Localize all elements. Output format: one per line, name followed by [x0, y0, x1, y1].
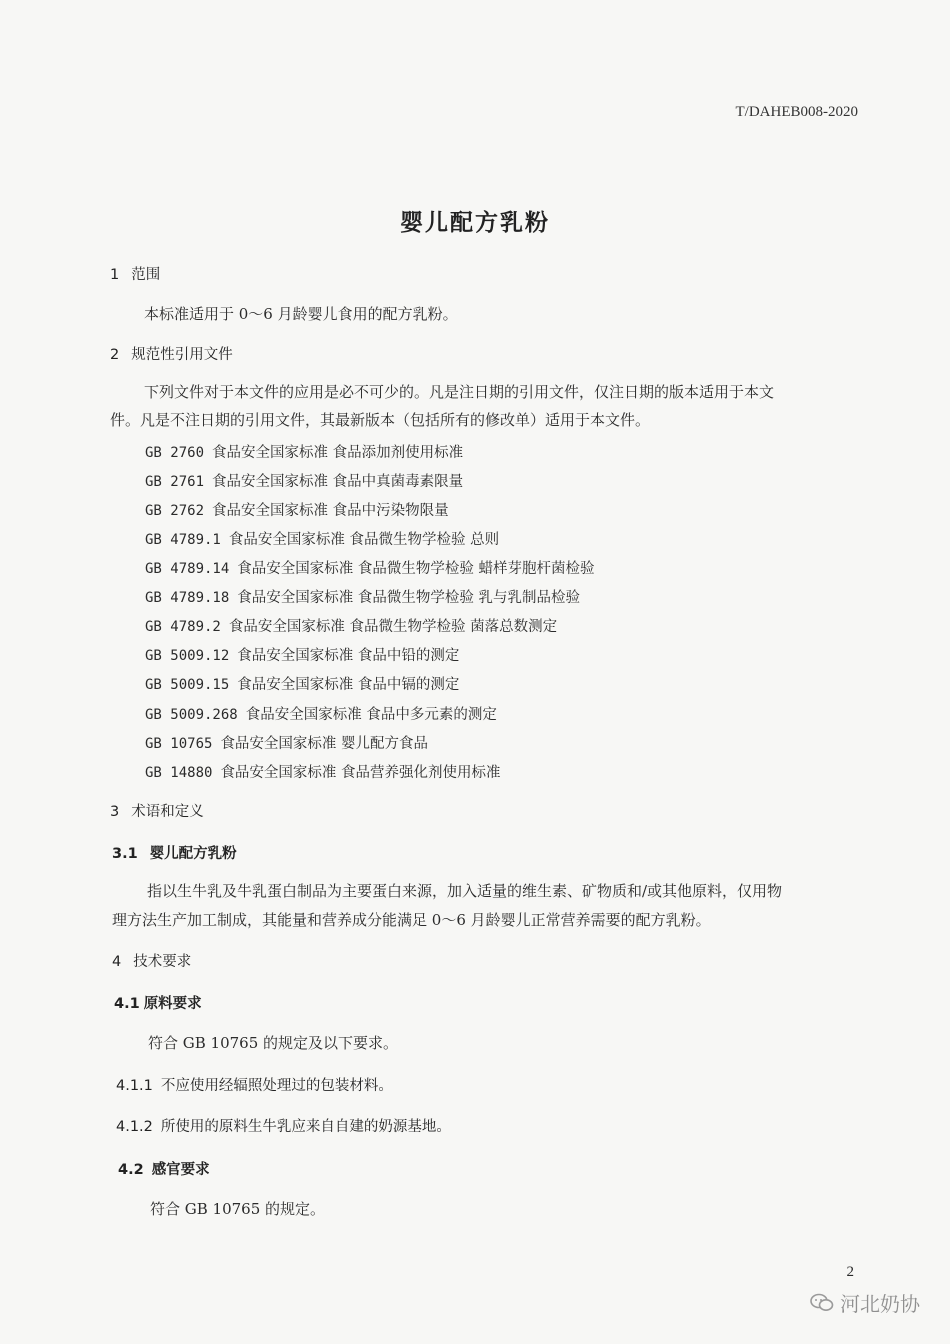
- section-4-2-body: 符合 GB 10765 的规定。: [150, 1200, 326, 1218]
- reference-item: [145, 586, 580, 607]
- section-3-1-heading: [112, 842, 237, 863]
- section-4-heading: [112, 950, 191, 971]
- wechat-watermark: [810, 1288, 920, 1317]
- reference-code: GB 5009.15: [145, 677, 230, 693]
- definition-line-1: 指以生牛乳及牛乳蛋白制品为主要蛋白来源，加入适量的维生素、矿物质和/或其他原料，仅用物: [147, 882, 783, 900]
- reference-code: GB 14880: [145, 765, 213, 781]
- reference-title: 食品安全国家标准 食品中多元素的测定: [245, 707, 497, 723]
- reference-title: 食品安全国家标准 食品中污染物限量: [212, 503, 449, 519]
- reference-item: [145, 732, 428, 753]
- reference-item: [145, 499, 449, 520]
- reference-item: [145, 470, 463, 491]
- section-title: 感官要求: [151, 1162, 210, 1178]
- section-title: 范围: [131, 267, 161, 283]
- section-number: 3.1: [112, 846, 138, 862]
- section-number: 4.1: [114, 996, 140, 1012]
- section-title: 术语和定义: [131, 804, 204, 820]
- reference-code: GB 4789.2: [145, 619, 221, 635]
- reference-item: [145, 528, 499, 549]
- clause-text: 所使用的原料生牛乳应来自自建的奶源基地。: [160, 1119, 451, 1135]
- reference-title: 食品安全国家标准 食品微生物学检验 蜡样芽胞杆菌检验: [237, 561, 595, 577]
- reference-title: 食品安全国家标准 婴儿配方食品: [220, 736, 429, 752]
- reference-code: GB 4789.1: [145, 532, 221, 548]
- clause-4-1-1: [116, 1074, 393, 1095]
- reference-item: [145, 703, 497, 724]
- reference-code: GB 10765: [145, 736, 213, 752]
- section-4-1-body: 符合 GB 10765 的规定及以下要求。: [148, 1034, 399, 1052]
- reference-item: [145, 557, 595, 578]
- clause-number: 4.1.2: [116, 1119, 153, 1135]
- section-title: 原料要求: [143, 996, 202, 1012]
- reference-title: 食品安全国家标准 食品中铅的测定: [237, 648, 460, 664]
- reference-code: GB 5009.12: [145, 648, 230, 664]
- reference-item: [145, 441, 463, 462]
- wechat-icon: [810, 1293, 834, 1313]
- section-number: 2: [110, 347, 120, 363]
- reference-code: GB 4789.18: [145, 590, 230, 606]
- reference-title: 食品安全国家标准 食品微生物学检验 总则: [228, 532, 500, 548]
- reference-item: [145, 644, 459, 665]
- reference-item: [145, 615, 557, 636]
- reference-item: [145, 673, 459, 694]
- section-number: 3: [110, 804, 120, 820]
- reference-title: 食品安全国家标准 食品中镉的测定: [237, 677, 460, 693]
- reference-item: [145, 761, 501, 782]
- section-2-heading: [110, 343, 233, 364]
- clause-4-1-2: [116, 1115, 451, 1136]
- reference-code: GB 5009.268: [145, 707, 238, 723]
- watermark-text: 河北奶协: [840, 1292, 920, 1316]
- reference-code: GB 2760: [145, 445, 205, 461]
- reference-code: GB 2761: [145, 474, 205, 490]
- clause-text: 不应使用经辐照处理过的包装材料。: [160, 1078, 393, 1094]
- section-1-heading: [110, 263, 160, 284]
- section-3-heading: [110, 800, 204, 821]
- reference-title: 食品安全国家标准 食品中真菌毒素限量: [212, 474, 464, 490]
- document-code: T/DAHEB008-2020: [735, 104, 858, 120]
- section-number: 1: [110, 267, 120, 283]
- reference-title: 食品安全国家标准 食品微生物学检验 乳与乳制品检验: [237, 590, 581, 606]
- reference-code: GB 4789.14: [145, 561, 230, 577]
- reference-title: 食品安全国家标准 食品添加剂使用标准: [212, 445, 464, 461]
- section-number: 4.2: [118, 1162, 144, 1178]
- section-number: 4: [112, 954, 122, 970]
- clause-number: 4.1.1: [116, 1078, 153, 1094]
- reference-code: GB 2762: [145, 503, 205, 519]
- section-title: 规范性引用文件: [131, 347, 233, 363]
- section-title: 婴儿配方乳粉: [149, 846, 237, 862]
- reference-title: 食品安全国家标准 食品微生物学检验 菌落总数测定: [228, 619, 558, 635]
- section-4-2-heading: [118, 1158, 210, 1179]
- document-title: 婴儿配方乳粉: [400, 209, 550, 236]
- page-number: 2: [846, 1264, 854, 1280]
- section-2-intro-line-1: 下列文件对于本文件的应用是必不可少的。凡是注日期的引用文件，仅注日期的版本适用于本文: [144, 383, 775, 401]
- section-2-intro-line-2: 件。凡是不注日期的引用文件，其最新版本（包括所有的修改单）适用于本文件。: [110, 411, 651, 429]
- definition-line-2: 理方法生产加工制成，其能量和营养成分能满足 0～6 月龄婴儿正常营养需要的配方乳粉。: [112, 911, 711, 929]
- section-4-1-heading: [114, 992, 202, 1013]
- section-title: 技术要求: [133, 954, 192, 970]
- section-1-body: 本标准适用于 0～6 月龄婴儿食用的配方乳粉。: [144, 305, 458, 323]
- reference-title: 食品安全国家标准 食品营养强化剂使用标准: [220, 765, 501, 781]
